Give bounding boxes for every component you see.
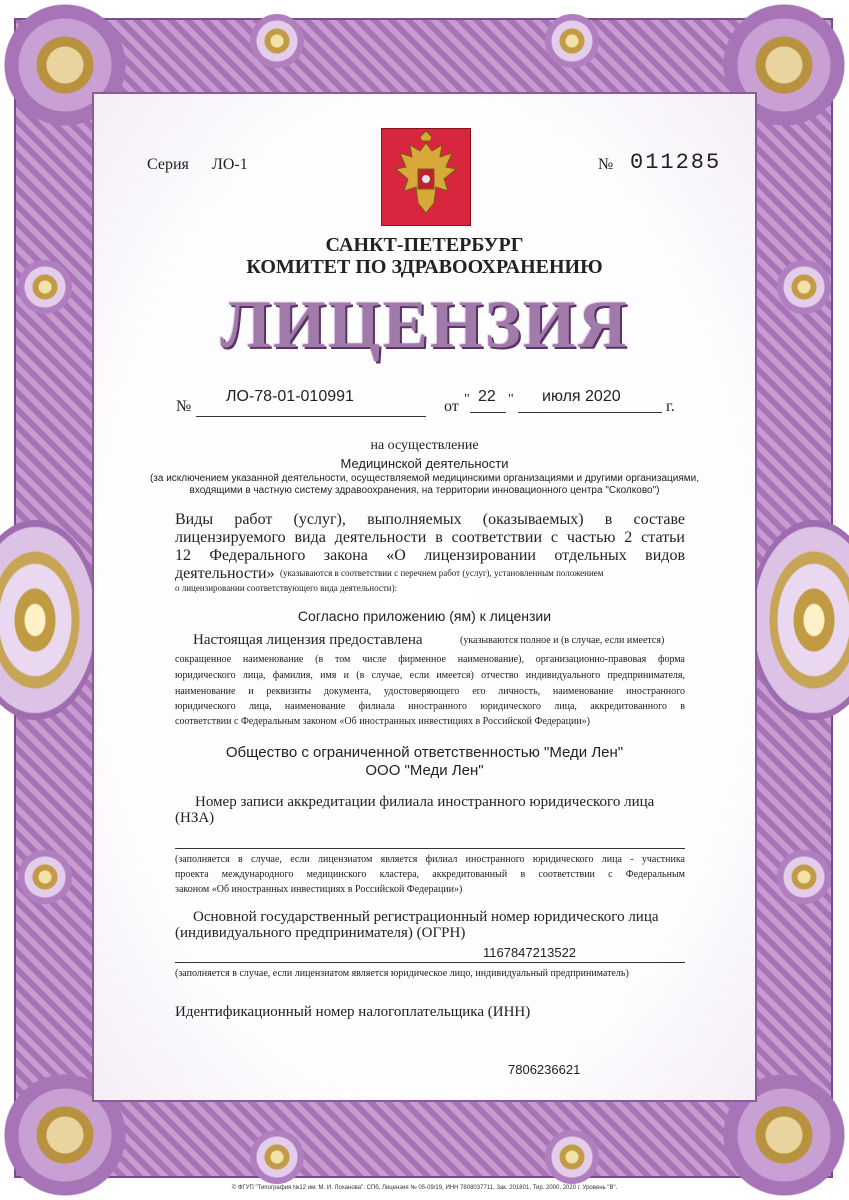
- organization-full-name: Общество с ограниченной ответственностью "Меди Лен": [225, 744, 624, 761]
- inn-value: 7806236621: [508, 1062, 581, 1077]
- date-quote-open: ": [464, 392, 470, 407]
- border-flower: [777, 850, 831, 904]
- nza-note-1: (заполняется в случае, если лицензиатом является филиал иностранного юридического лица - участника: [175, 854, 685, 865]
- inn-label: Идентификационный номер налогоплательщика (ИНН): [175, 1004, 531, 1020]
- ogrn-label-line-1: Основной государственный регистрационный номер юридического лица: [193, 909, 659, 925]
- nza-value-line: [175, 848, 685, 849]
- activity-type: Медицинской деятельности: [340, 456, 509, 471]
- granted-note-2: сокращенное наименование (в том числе фирменное наименование), организационно-правовая форма: [175, 654, 685, 665]
- border-flower: [545, 14, 599, 68]
- series-label: Серия: [147, 156, 189, 173]
- double-headed-eagle-icon: [382, 129, 470, 225]
- region-title: САНКТ-ПЕТЕРБУРГ: [325, 234, 524, 256]
- works-line-3: 12 Федерального закона «О лицензировании отдельных видов: [175, 547, 685, 564]
- granted-lead: Настоящая лицензия предоставлена: [193, 632, 423, 648]
- date-month-underline: [518, 412, 662, 413]
- nza-label-line-1: Номер записи аккредитации филиала иностранного юридического лица: [195, 794, 655, 810]
- works-line-2: лицензируемого вида деятельности в соответствии с частью 2 статьи: [175, 529, 685, 546]
- license-number-underline: [196, 416, 426, 417]
- printer-imprint: © ФГУП "Типография №12 им. М. И. Лоханова". СПб, Лицензия № 05-09/19, ИНН 7808037711, Зак. 201801, Тир. 2000, 2020 г. Уровень "В".: [231, 1185, 618, 1191]
- nza-note-3: законом «Об иностранных инвестициях в Российской Федерации»): [175, 884, 463, 895]
- border-flower: [545, 1130, 599, 1184]
- organization-short-name: ООО "Меди Лен": [365, 762, 484, 779]
- ogrn-value-line: [175, 962, 685, 963]
- license-number: ЛО-78-01-010991: [226, 388, 354, 405]
- works-value: Согласно приложению (ям) к лицензии: [297, 608, 552, 624]
- works-line-1: Виды работ (услуг), выполняемых (оказываемых) в составе: [175, 511, 685, 528]
- ogrn-label-line-2: (индивидуального предпринимателя) (ОГРН): [175, 925, 466, 941]
- activity-for-label: на осуществление: [370, 438, 479, 453]
- date-year-suffix: г.: [666, 398, 675, 415]
- works-note-2: о лицензировании соответствующего вида деятельности):: [175, 583, 398, 593]
- ogrn-value: 1167847213522: [483, 945, 577, 960]
- nza-label-line-2: (НЗА): [175, 810, 215, 826]
- date-day: 22: [478, 388, 496, 405]
- border-flower: [250, 14, 304, 68]
- blank-number: 011285: [630, 150, 722, 175]
- granted-note-1: (указываются полное и (в случае, если имеется): [460, 635, 665, 646]
- date-day-underline: [470, 412, 506, 413]
- ogrn-note: (заполняется в случае, если лицензиатом является юридическое лицо, индивидуальный предприниматель): [175, 968, 629, 979]
- document-title: ЛИЦЕНЗИЯ: [220, 286, 629, 362]
- blank-number-symbol: №: [598, 156, 614, 173]
- date-month-year: июля 2020: [542, 388, 621, 405]
- granted-note-5: юридического лица, наименование филиала иностранного юридического лица, аккредитованного в: [175, 701, 685, 712]
- license-number-symbol: №: [176, 398, 192, 415]
- activity-exclusion-line2: входящими в частную систему здравоохранения, на территории инновационного центра "Сколково"): [189, 485, 660, 496]
- granted-note-6: соответствии с Федеральным законом «Об иностранных инвестициях в Российской Федерации»): [175, 716, 591, 727]
- nza-note-2: проекта международного медицинского кластера, аккредитованный в соответствии с Федеральным: [175, 869, 685, 880]
- series-value: ЛО-1: [212, 156, 248, 173]
- coat-of-arms-emblem: [381, 128, 471, 226]
- date-from-label: от: [444, 398, 459, 415]
- committee-title: КОМИТЕТ ПО ЗДРАВООХРАНЕНИЮ: [246, 256, 603, 278]
- works-note-1: (указываются в соответствии с перечнем работ (услуг), установленным положением: [280, 568, 604, 578]
- works-line-4: деятельности»: [175, 565, 275, 582]
- border-flower: [18, 850, 72, 904]
- granted-note-3: юридического лица, фамилия, имя и (в случае, если имеется) отчество индивидуального предпринимателя,: [175, 670, 685, 681]
- activity-exclusion-line1: (за исключением указанной деятельности, осуществляемой медицинскими организациями и другими организациями,: [149, 473, 700, 484]
- date-quote-close: ": [508, 392, 514, 407]
- border-flower: [250, 1130, 304, 1184]
- granted-note-4: наименование и реквизиты документа, удостоверяющего его личность, наименование иностранного: [175, 686, 685, 697]
